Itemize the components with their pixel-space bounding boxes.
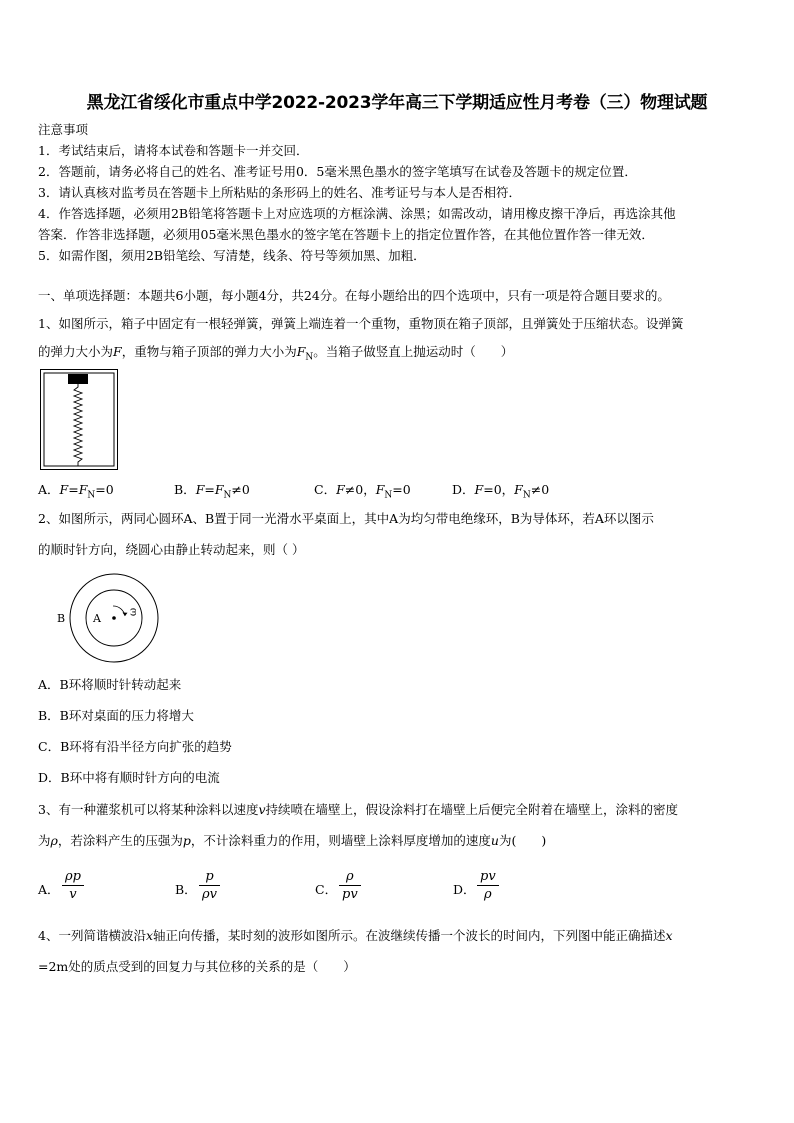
center-dot (112, 616, 116, 620)
section-heading: 一、单项选择题：本题共6小题，每小题4分，共24分。在每小题给出的四个选项中，只有一项是符合题目要求的。 (38, 288, 670, 303)
label-omega: ω (128, 607, 139, 616)
q3-stem-line2: 为ρ，若涂料产生的压强为p，不计涂料重力的作用，则墙壁上涂料厚度增加的速度u为( ) (38, 833, 547, 848)
q1-option-b[interactable]: B．$F=F_N\ne 0$ (174, 482, 250, 501)
notice-item-2: 2．答题前，请务必将自己的姓名、准考证号用0．5毫米黑色墨水的签字笔填写在试卷及答题卡的规定位置． (38, 164, 637, 179)
q1-options (38, 480, 758, 500)
exam-page: 黑龙江省绥化市重点中学2022-2023学年高三下学期适应性月考卷（三）物理试题 注意事项 1．考试结束后，请将本试卷和答题卡一并交回． 2．答题前，请务必将自己的姓名、准考证号用0．5毫米黑色墨水的签字笔填写在试卷及答题卡的规定位置． 3．请认真核对监考员在答题卡上所粘贴的条形码上的姓名、准考证号与本人是否相符． 4．作答选择题，必须用2B铅笔将答题卡上对应选项的方框涂满、涂黑；如需改动，请用橡皮擦干净后，再选涂其他 答案．作答非选择题，必须用05毫米黑色墨水的签字笔在答题卡上的指定位置作答，在其他位置作答一律无效． 5．如需作图，须用2B铅笔绘、写清楚，线条、符号等须加黑、加粗． 一、单项选择题：本题共6小题，每小题4分，共24分。在每小题给出的四个选项中，只有一项是符合题目要求的。 1、如图所示，箱子中固定有一根轻弹簧，弹簧上端连着一个重物，重物顶在箱子顶部，且弹簧处于压缩状态。设弹簧 的弹力大小为F，重物与箱子顶部的弹力大小为$F_N$。当箱子做竖直上抛运动时（ ） A．$F=F_N=0$ B．$F=F_N\ne 0$ C．F≠0，$F_N=0$ D．F=0，$F_N\ne 0$ 2、如图所示，两同心圆环A、B置于同一光滑水平桌面上，其中A为均匀带电绝缘环，B为导体环，若A环以图示 的顺时针方向，绕圆心由静止转动起来，则（ ） B A ω A．B环将顺时针转动起来 B．B环对桌面的压力将增大 C．B环将有沿半径方向扩张的趋势 D．B环中将有顺时针方向的电流 3、有一种灌浆机可以将某种涂料以速度v持续喷在墙壁上，假设涂料打在墙壁上后便完全附着在墙壁上，涂料的密度 为ρ，若涂料产生的压强为p，不计涂料重力的作用，则墙壁上涂料厚度增加的速度u为( ) A． ρp v B． p ρv C． ρ pv D． pv ρ 4、一列简谐横波沿x轴正向传播，某时刻的波形如图所示。在波继续传播一个波长的时间内，下列图中能正确描述x =2m处的质点受到的回复力与其位移的关系的是（ ） (0, 0, 794, 1123)
spring (74, 384, 82, 466)
q2-option-b[interactable]: B．B环对桌面的压力将增大 (38, 708, 194, 723)
weight-block (68, 374, 88, 384)
q1-option-a[interactable]: A．$F=F_N=0$ (38, 482, 114, 501)
q4-stem-line2: =2m处的质点受到的回复力与其位移的关系的是（ ） (38, 959, 356, 974)
notice-item-1: 1．考试结束后，请将本试卷和答题卡一并交回． (38, 143, 309, 158)
q2-option-c[interactable]: C．B环将有沿半径方向扩张的趋势 (38, 739, 232, 754)
q1-stem-line2: 的弹力大小为F，重物与箱子顶部的弹力大小为$F_N$。当箱子做竖直上抛运动时（ ） (38, 344, 514, 363)
page-title: 黑龙江省绥化市重点中学2022-2023学年高三下学期适应性月考卷（三）物理试题 (86, 93, 708, 113)
q1-option-d[interactable]: D．F=0，$F_N\ne 0$ (452, 482, 550, 501)
notice-heading: 注意事项 (38, 122, 89, 137)
rotation-arrow (113, 606, 125, 616)
label-b: B (57, 612, 66, 625)
q4-stem-line1: 4、一列简谐横波沿x轴正向传播，某时刻的波形如图所示。在波继续传播一个波长的时间内，下列图中能正确描述x (38, 928, 673, 943)
q2-option-a[interactable]: A．B环将顺时针转动起来 (38, 677, 182, 692)
notice-item-3: 3．请认真核对监考员在答题卡上所粘贴的条形码上的姓名、准考证号与本人是否相符． (38, 185, 521, 200)
notice-item-4-cont: 答案．作答非选择题，必须用05毫米黑色墨水的签字笔在答题卡上的指定位置作答，在其他位置作答一律无效． (38, 227, 654, 242)
label-a: A (93, 612, 101, 625)
notice-item-5: 5．如需作图，须用2B铅笔绘、写清楚，线条、符号等须加黑、加粗． (38, 248, 426, 263)
notice-item-4: 4．作答选择题，必须用2B铅笔将答题卡上对应选项的方框涂满、涂黑；如需改动，请用橡皮擦干净后，再选涂其他 (38, 206, 676, 221)
q1-stem-line1: 1、如图所示，箱子中固定有一根轻弹簧，弹簧上端连着一个重物，重物顶在箱子顶部，且弹簧处于压缩状态。设弹簧 (38, 316, 684, 331)
q2-stem-line2: 的顺时针方向，绕圆心由静止转动起来，则（ ） (38, 542, 305, 557)
q2-stem-line1: 2、如图所示，两同心圆环A、B置于同一光滑水平桌面上，其中A为均匀带电绝缘环，B为导体环，若A环以图示 (38, 511, 654, 526)
q2-rings-figure (55, 572, 165, 664)
q2-option-d[interactable]: D．B环中将有顺时针方向的电流 (38, 770, 220, 785)
q1-option-c[interactable]: C．F≠0，$F_N=0$ (314, 482, 411, 501)
q1-box-spring-figure (40, 369, 118, 470)
q3-stem-line1: 3、有一种灌浆机可以将某种涂料以速度v持续喷在墙壁上，假设涂料打在墙壁上后便完全附着在墙壁上，涂料的密度 (38, 802, 679, 817)
